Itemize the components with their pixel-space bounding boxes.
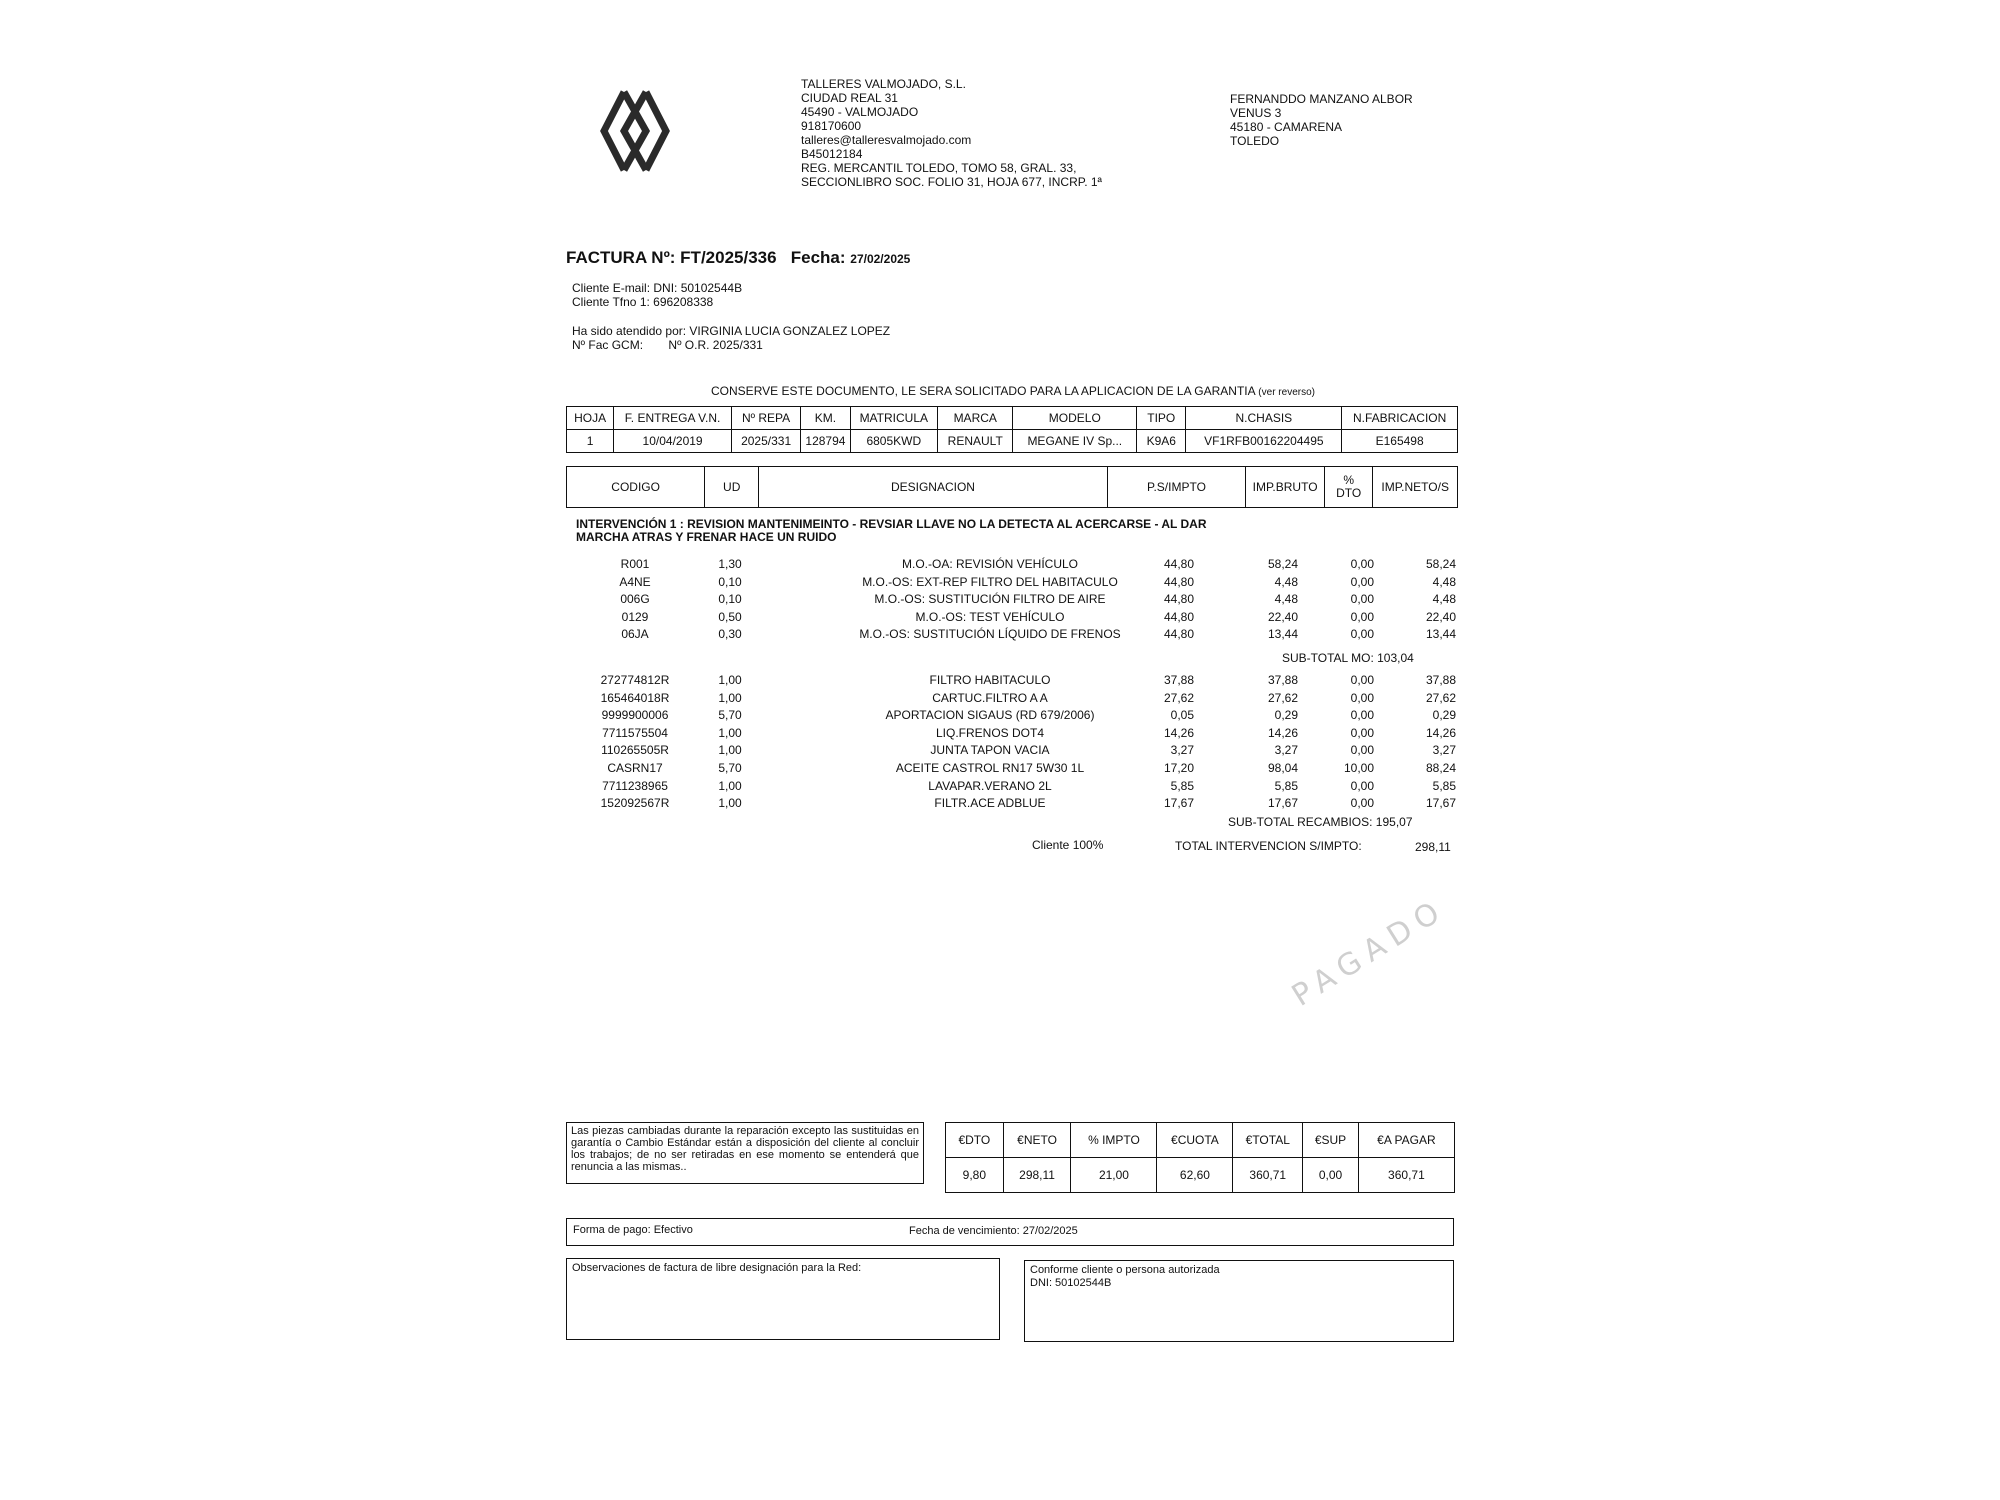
parts-row-item-ud: 1,00 [718,796,742,811]
client-street: VENUS 3 [1230,106,1282,120]
parts-row-item-neto: 27,62 [1425,690,1456,705]
parts-row-item-ps: 0,05 [1170,708,1194,723]
parts-row-item-dto: 10,00 [1343,761,1374,775]
parts-row-item-ps: 17,67 [1163,796,1194,811]
labor-row-item-neto: 4,48 [1432,592,1456,607]
client-name: FERNANDDO MANZANO ALBOR [1230,92,1413,106]
parts-row-item-dto: 0,00 [1350,673,1374,687]
labor-row-item-designation: M.O.-OS: SUSTITUCIÓN LÍQUIDO DE FRENOS [859,627,1121,642]
observations-box [566,1258,1000,1340]
company-email: talleres@talleresvalmojado.com [801,133,972,147]
totals-header-row [946,1123,1455,1158]
parts-row-item-ud: 1,00 [718,743,742,758]
parts-row-item-bruto: 5,85 [1274,778,1298,793]
th-marca: MARCA [938,407,1013,430]
parts-row-item-dto: 0,00 [1350,778,1374,793]
labor-row-item-ps: 44,80 [1163,627,1194,642]
payment-method: Forma de pago: Efectivo [573,1224,693,1236]
labor-row-item-dto: 0,00 [1350,592,1374,607]
payment-due-date: Fecha de vencimiento: 27/02/2025 [909,1225,1078,1237]
company-name: TALLERES VALMOJADO, S.L. [801,77,966,91]
conformity-dni: DNI: 50102544B [1030,1277,1112,1289]
parts-row-item-designation: LIQ.FRENOS DOT4 [935,725,1045,740]
th-tipo: TIPO [1137,407,1186,430]
labor-row-item-code: R001 [620,557,650,571]
td-matricula: 6805KWD [850,430,937,453]
parts-row-item-ud: 1,00 [718,690,742,705]
parts-row-item-ps: 37,88 [1163,673,1194,687]
company-registry-2: SECCIONLIBRO SOC. FOLIO 31, HOJA 677, INCRP. 1ª [801,175,1102,189]
td-chasis: VF1RFB00162204495 [1186,430,1342,453]
parts-row-item-designation: APORTACION SIGAUS (RD 679/2006) [885,708,1095,723]
parts-row-item-ps: 3,27 [1170,743,1194,758]
th-km: KM. [801,407,850,430]
parts-row-item-neto: 5,85 [1432,778,1456,793]
labor-row-item-neto: 4,48 [1432,574,1456,589]
parts-row-item-bruto: 98,04 [1267,761,1298,775]
parts-row-item-designation: ACEITE CASTROL RN17 5W30 1L [895,761,1085,775]
labor-row-item-designation: M.O.-OA: REVISIÓN VEHÍCULO [901,557,1079,571]
td-total-total: 360,71 [1233,1158,1303,1193]
labor-row-item-ud: 1,30 [718,557,742,571]
client-city: 45180 - CAMARENA [1230,120,1343,134]
client-province: TOLEDO [1230,134,1280,148]
labor-row-item-code: 0129 [621,609,649,624]
parts-row-item-ud: 1,00 [718,673,742,687]
labor-row-item-neto: 22,40 [1425,609,1456,624]
fac-gcm-line [572,338,890,352]
totals-value-row [946,1158,1455,1193]
th-total-cuota: €CUOTA [1157,1123,1233,1158]
total-intervention-value: 298,11 [1415,840,1451,854]
parts-row-item-ps: 5,85 [1170,778,1194,793]
th-entrega: F. ENTREGA V.N. [614,407,732,430]
warranty-reverse: (ver reverso) [1258,387,1315,398]
observations-label: Observaciones de factura de libre designación para la Red: [572,1262,862,1274]
labor-row-item-dto: 0,00 [1350,609,1374,624]
invoice-number: FACTURA Nº: FT/2025/336 [566,248,777,267]
company-info [801,77,1102,189]
parts-row-item-bruto: 14,26 [1267,725,1298,740]
parts-row-item-ps: 14,26 [1163,725,1194,740]
td-total-pagar: 360,71 [1358,1158,1454,1193]
th-total-sup: €SUP [1303,1123,1359,1158]
labor-row-item-ps: 44,80 [1163,609,1194,624]
labor-row-item-code: 006G [620,592,650,607]
labor-row-item-ps: 44,80 [1163,557,1194,571]
labor-row-item-code: 06JA [621,627,649,642]
vehicle-value-row [567,430,1458,453]
labor-row-item-dto: 0,00 [1350,627,1374,642]
brand-logo-icon [600,88,670,174]
intervention-title-line2: MARCHA ATRAS Y FRENAR HACE UN RUIDO [576,530,837,544]
vehicle-header-row [567,407,1458,430]
parts-row-item-dto: 0,00 [1350,743,1374,758]
th-total-pagar: €A PAGAR [1358,1123,1454,1158]
attended-by: Ha sido atendido por: VIRGINIA LUCIA GONZALEZ LOPEZ [572,324,891,338]
th-ud: UD [705,467,759,508]
labor-row-item-bruto: 22,40 [1267,609,1298,624]
client-email-line: Cliente E-mail: DNI: 50102544B [572,281,743,295]
th-dto-label: DTO [1336,486,1362,500]
parts-row-item-dto: 0,00 [1350,725,1374,740]
cliente-percentage: Cliente 100% [1032,838,1104,852]
td-total-dto: 9,80 [946,1158,1004,1193]
th-hoja: HOJA [567,407,614,430]
parts-row-item-designation: FILTRO HABITACULO [929,673,1051,687]
intervention-title-line1: INTERVENCIÓN 1 : REVISION MANTENIMEINTO - REVSIAR LLAVE NO LA DETECTA AL ACERCARSE - AL DAR [576,517,1207,531]
th-repa: Nº REPA [731,407,800,430]
th-codigo: CODIGO [567,467,705,508]
company-cif: B45012184 [801,147,863,161]
company-registry-1: REG. MERCANTIL TOLEDO, TOMO 58, GRAL. 33, [801,161,1077,175]
parts-row-item-code: 272774812R [600,673,670,687]
th-chasis: N.CHASIS [1186,407,1342,430]
parts-row-item-ud: 1,00 [718,778,742,793]
client-phone-line: Cliente Tfno 1: 696208338 [572,295,714,309]
parts-row-item-bruto: 17,67 [1267,796,1298,811]
td-repa: 2025/331 [731,430,800,453]
labor-row-item-bruto: 58,24 [1267,557,1298,571]
labor-row-item-ps: 44,80 [1163,574,1194,589]
th-total-neto: €NETO [1003,1123,1071,1158]
parts-row-item-bruto: 0,29 [1274,708,1298,723]
parts-row-item-bruto: 3,27 [1274,743,1298,758]
labor-row-item-bruto: 4,48 [1274,592,1298,607]
th-modelo: MODELO [1013,407,1137,430]
td-entrega: 10/04/2019 [614,430,732,453]
payment-box [566,1218,1454,1246]
attended-info [572,324,890,352]
labor-row-item-ud: 0,30 [718,627,742,642]
labor-row-item-ud: 0,10 [718,574,742,589]
parts-row-item-code: 165464018R [600,690,670,705]
th-dto [1324,467,1372,508]
totals-table [945,1122,1455,1193]
labor-row-item-bruto: 4,48 [1274,574,1298,589]
parts-row-item-neto: 14,26 [1425,725,1456,740]
conformity-text [1030,1264,1220,1290]
labor-row-item-bruto: 13,44 [1267,627,1298,642]
th-total-dto: €DTO [946,1123,1004,1158]
th-neto: IMP.NETO/S [1373,467,1458,508]
or-number: Nº O.R. 2025/331 [668,338,763,352]
parts-row-item-dto: 0,00 [1350,796,1374,811]
subtotal-recambios: SUB-TOTAL RECAMBIOS: 195,07 [1228,815,1413,829]
parts-row-item-code: 7711575504 [602,725,668,740]
invoice-date: 27/02/2025 [850,252,911,266]
company-phone: 918170600 [801,119,862,133]
vehicle-table [566,406,1458,453]
client-address [1230,92,1413,148]
labor-row-item-ud: 0,50 [718,609,742,624]
parts-row-item-ud: 5,70 [718,761,742,775]
labor-row-item-code: A4NE [619,574,651,589]
th-designacion: DESIGNACION [759,467,1108,508]
parts-row-item-neto: 37,88 [1425,673,1456,687]
parts-return-note: Las piezas cambiadas durante la reparación excepto las sustituidas en garantía o Cambio Estándar están a disposición del cliente al concluir los trabajos; de no ser retiradas en ese momento se entenderá que renuncia a las mismas.. [566,1122,924,1184]
labor-row-item-dto: 0,00 [1350,557,1374,571]
client-conformity-box [1024,1260,1454,1342]
th-matricula: MATRICULA [850,407,937,430]
parts-row-item-bruto: 37,88 [1267,673,1298,687]
parts-row-item-ud: 5,70 [718,708,742,723]
parts-row-item-ud: 1,00 [718,725,742,740]
parts-row-item-dto: 0,00 [1350,708,1374,723]
parts-row-item-code: 110265505R [601,743,669,758]
parts-row-item-neto: 88,24 [1425,761,1456,775]
td-marca: RENAULT [938,430,1013,453]
parts-row-item-neto: 3,27 [1432,743,1456,758]
subtotal-mo: SUB-TOTAL MO: 103,04 [1282,651,1414,665]
td-km: 128794 [801,430,850,453]
parts-row-item-code: CASRN17 [607,761,663,775]
company-street: CIUDAD REAL 31 [801,91,898,105]
parts-row-item-ps: 17,20 [1163,761,1194,775]
items-header-row [567,467,1458,508]
paid-stamp: PAGADO [1285,891,1453,1014]
labor-row-item-designation: M.O.-OS: SUSTITUCIÓN FILTRO DE AIRE [874,592,1106,607]
th-total-impto: % IMPTO [1071,1123,1157,1158]
invoice-date-label: Fecha: [790,248,846,267]
td-total-sup: 0,00 [1303,1158,1359,1193]
td-total-cuota: 62,60 [1157,1158,1233,1193]
th-ps: P.S/IMPTO [1107,467,1246,508]
items-header-table [566,466,1458,508]
parts-row-item-code: 7711238965 [602,778,668,793]
parts-row-item-designation: LAVAPAR.VERANO 2L [928,778,1052,793]
parts-row-item-code: 152092567R [600,796,670,811]
warranty-notice-text: CONSERVE ESTE DOCUMENTO, LE SERA SOLICITADO PARA LA APLICACION DE LA GARANTIA [711,384,1255,398]
client-contact [572,281,742,309]
labor-row-item-designation: M.O.-OS: TEST VEHÍCULO [915,609,1065,624]
labor-row-item-designation: M.O.-OS: EXT-REP FILTRO DEL HABITACULO [862,574,1118,589]
intervention-title [576,518,1276,544]
th-total-total: €TOTAL [1233,1123,1303,1158]
td-modelo: MEGANE IV Sp... [1013,430,1137,453]
labor-row-item-neto: 58,24 [1425,557,1456,571]
td-fabricacion: E165498 [1342,430,1458,453]
parts-row-item-neto: 0,29 [1432,708,1456,723]
parts-row-item-designation: FILTR.ACE ADBLUE [934,796,1046,811]
labor-row-item-dto: 0,00 [1350,574,1374,589]
th-bruto: IMP.BRUTO [1246,467,1325,508]
invoice-title [566,248,910,268]
parts-row-item-designation: CARTUC.FILTRO A A [932,690,1048,705]
labor-row-item-neto: 13,44 [1425,627,1456,642]
conformity-line1: Conforme cliente o persona autorizada [1030,1264,1220,1276]
th-dto-pct: % [1343,473,1354,487]
parts-row-item-ps: 27,62 [1163,690,1194,705]
fac-gcm-label: Nº Fac GCM: [572,338,644,352]
td-hoja: 1 [567,430,614,453]
parts-row-item-dto: 0,00 [1350,690,1374,705]
td-total-neto: 298,11 [1003,1158,1071,1193]
labor-row-item-ps: 44,80 [1163,592,1194,607]
th-fabricacion: N.FABRICACION [1342,407,1458,430]
parts-row-item-neto: 17,67 [1425,796,1456,811]
parts-row-item-bruto: 27,62 [1267,690,1298,705]
company-city: 45490 - VALMOJADO [801,105,919,119]
warranty-notice [568,384,1458,398]
labor-row-item-ud: 0,10 [718,592,742,607]
total-intervention-label: TOTAL INTERVENCION S/IMPTO: [1175,839,1362,853]
parts-row-item-code: 9999900006 [601,708,669,723]
parts-row-item-designation: JUNTA TAPON VACIA [930,743,1050,758]
td-total-impto: 21,00 [1071,1158,1157,1193]
td-tipo: K9A6 [1137,430,1186,453]
